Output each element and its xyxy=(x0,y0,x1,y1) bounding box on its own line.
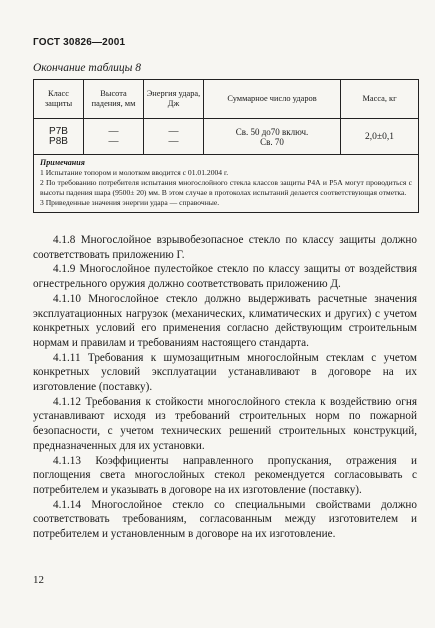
page-number: 12 xyxy=(33,574,44,586)
table-notes xyxy=(34,155,419,213)
table-caption: Окончание таблицы 8 xyxy=(33,62,141,74)
paragraph: 4.1.10 Многослойное стекло должно выдерживать расчетные значения эксплуатационных нагрузок (механических, климатических и других) с учетом конкретных условий его применения согласно действующим строительным нормам и правилам и требованиям настоящего стандарта. xyxy=(33,292,417,349)
body-text xyxy=(33,233,417,542)
column-header: Суммарное число ударов xyxy=(204,80,341,119)
height-cell: — — xyxy=(84,119,144,155)
paragraph: 4.1.8 Многослойное взрывобезопасное стекло по классу защиты должно соответствовать приложению Г. xyxy=(33,234,417,261)
column-header: Класс защиты xyxy=(34,80,84,119)
column-header: Высота падения, мм xyxy=(84,80,144,119)
class-cell: Р7В Р8В xyxy=(34,119,84,155)
sum-cell: Св. 50 до70 включ. Св. 70 xyxy=(204,119,341,155)
table-header-row xyxy=(34,80,419,119)
note-item: 1 Испытание топором и молотком вводится с 01.01.2004 г. xyxy=(40,168,229,177)
table-notes-row xyxy=(34,155,419,213)
paragraph: 4.1.9 Многослойное пулестойкое стекло по классу защиты от воздействия огнестрельного оружия должно соответствовать приложению Д. xyxy=(33,263,417,291)
document-code: ГОСТ 30826—2001 xyxy=(33,37,126,48)
table-row xyxy=(34,119,419,155)
paragraph: 4.1.12 Требования к стойкости многослойного стекла к воздействию огня устанавливают исходя из требований строительных норм по пожарной безопасности, с учетом технических решений строительных конструкций, предназначенных для их установки. xyxy=(33,395,417,452)
paragraph: 4.1.11 Требования к шумозащитным многослойным стеклам с учетом конкретных условий эксплуатации устанавливают в договоре на их изготовление (поставку). xyxy=(33,351,417,394)
note-item: 3 Приведенные значения энергии удара — справочные. xyxy=(40,198,220,207)
data-table xyxy=(33,79,419,213)
column-header: Энергия удара, Дж xyxy=(144,80,204,119)
note-item: 2 По требованию потребителя испытания многослойного стекла классов защиты Р4А и Р5А могут проводиться с высоты падения шара (9500± 20) мм. В этом случае в протоколах испытаний делается соответствующая отметка. xyxy=(40,178,412,197)
energy-cell: — — xyxy=(144,119,204,155)
paragraph: 4.1.13 Коэффициенты направленного пропускания, отражения и поглощения света многослойных стекол рекомендуется согласовывать с потребителем и указывать в договоре на их изготовление (поставку). xyxy=(33,454,417,496)
paragraph: 4.1.14 Многослойное стекло со специальными свойствами должно соответствовать требованиям, согласованным между изготовителем и потребителем и установленным в договоре на их изготовление. xyxy=(33,498,417,541)
column-header: Масса, кг xyxy=(341,80,419,119)
mass-cell: 2,0±0,1 xyxy=(341,119,419,155)
notes-title: Примечания xyxy=(40,158,85,167)
